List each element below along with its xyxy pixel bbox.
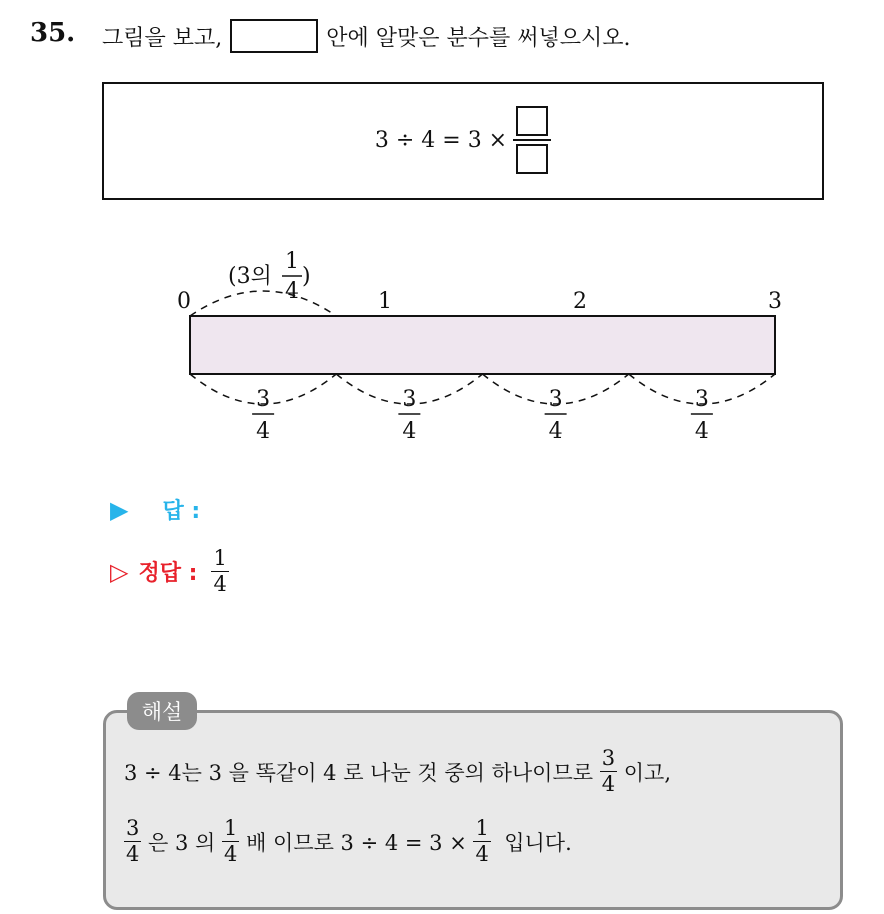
explanation-text: 입니다. [490,830,572,855]
bar-rect [190,316,775,374]
question-number: 35. [30,18,76,48]
explanation-text: 3 ÷ 4는 3 을 똑같이 4 로 나눈 것 중의 하나이므로 [124,760,600,785]
explanation-text: 은 3 의 [141,830,223,855]
denominator: 4 [601,772,616,796]
tick-label: 2 [573,289,587,314]
correct-label: 정답 : [138,561,198,586]
explanation-line-1 [124,748,671,795]
bottom-fraction-denominator: 4 [548,419,563,444]
top-arc [190,291,336,316]
top-note-paren: ) [302,264,311,289]
denominator: 4 [224,842,238,866]
top-note: (3의 [228,264,272,289]
correct-denominator: 4 [213,572,227,596]
explanation-tag: 해설 [127,692,197,730]
explanation-text: 이고, [617,760,672,785]
numerator: 3 [126,816,140,840]
question-text-after: 안에 알맞은 분수를 써넣으시오. [326,25,631,51]
correct-arrow-icon: ▷ [110,557,129,586]
bottom-fraction-denominator: 4 [694,419,709,444]
answer-row [110,494,200,525]
denominator: 4 [126,842,140,866]
tick-label: 3 [768,289,782,314]
explanation-fraction [600,748,617,795]
tick-label: 1 [378,289,392,314]
question-text-before: 그림을 보고, [102,25,223,51]
explanation-fraction [473,818,490,865]
numerator: 1 [475,816,489,840]
top-fraction-denominator: 4 [285,279,299,304]
tick-label: 0 [177,289,191,314]
explanation-fraction [124,818,141,865]
explanation-line-2 [124,818,572,865]
bottom-fraction-numerator: 3 [694,387,709,412]
top-fraction-numerator: 1 [285,249,299,274]
bottom-fraction-numerator: 3 [402,387,417,412]
explanation-text: 배 이므로 3 ÷ 4 = 3 × [239,830,474,855]
answer-label: 답 : [162,499,201,524]
bottom-fraction-denominator: 4 [402,419,417,444]
bottom-fraction-numerator: 3 [256,387,271,412]
correct-fraction [211,548,228,595]
numerator: 1 [224,816,238,840]
denominator: 4 [475,842,489,866]
bottom-fraction-numerator: 3 [548,387,563,412]
answer-arrow-icon: ▶ [110,495,129,524]
bottom-fraction-denominator: 4 [256,419,271,444]
equation-left: 3 ÷ 4 = 3 × [374,127,508,153]
correct-numerator: 1 [213,546,227,570]
explanation-fraction [222,818,239,865]
correct-answer-row [110,548,229,595]
explanation-box [103,710,843,910]
numerator: 3 [601,746,616,770]
